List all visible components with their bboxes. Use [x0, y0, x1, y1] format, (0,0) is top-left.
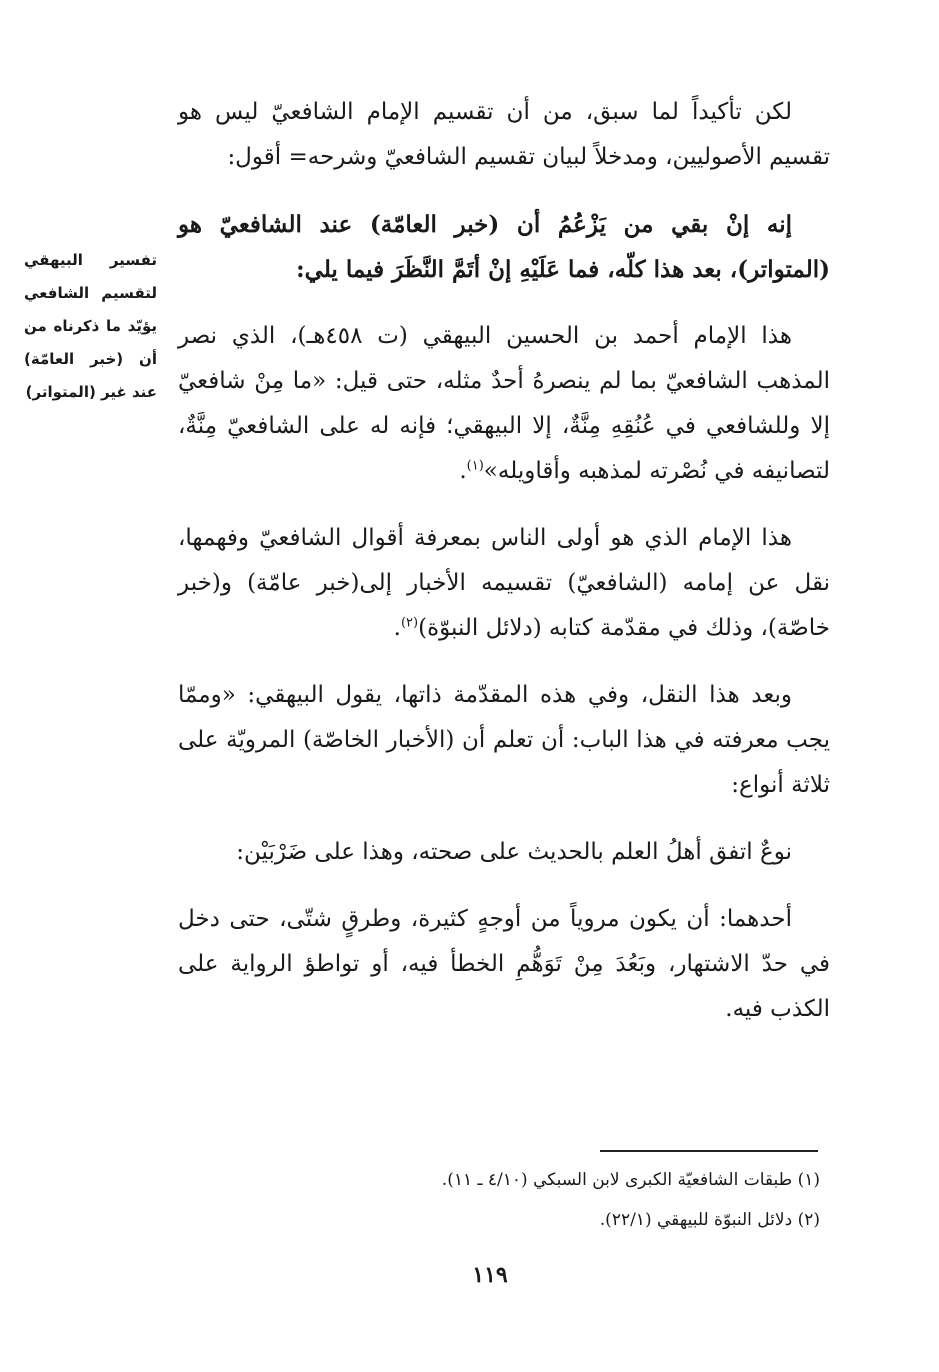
paragraph-imam: هذا الإمام الذي هو أولى الناس بمعرفة أقوال الشافعيّ وفهمها، نقل عن إمامه (الشافعيّ) تقسيمه الأخبار إلى(خبر عامّة) و(خبر خاصّة)، وذلك في مقدّمة كتابه (دلائل النبوّة)$^{(٢)}$.	[178, 525, 830, 641]
paragraph-bayhaqi: هذا الإمام أحمد بن الحسين البيهقي (ت ٤٥٨هـ)، الذي نصر المذهب الشافعيّ بما لم ينصرهُ أحدٌ مثله، حتى قيل: «ما مِنْ شافعيّ إلا وللشافعي في عُنُقِهِ مِنَّةٌ، إلا البيهقي؛ فإنه له على الشافعيّ مِنَّةٌ، لتصانيفه في نُصْرته لمذهبه وأقاويله»$^{(١)}$.	[178, 323, 830, 484]
footnote-1: (١) طبقات الشافعيّة الكبرى لابن السبكي (٤/١٠ ـ ١١).	[441, 1170, 820, 1190]
paragraph-intro: لكن تأكيداً لما سبق، من أن تقسيم الإمام الشافعيّ ليس هو تقسيم الأصوليين، ومدخلاً لبيان تقسيم الشافعيّ وشرحه= أقول:	[178, 99, 830, 170]
footnote-marker-2: (٢)	[400, 615, 419, 631]
footnote-divider	[600, 1150, 818, 1152]
margin-note: تفسير البيهقي لتقسيم الشافعي يؤيّد ما ذكرناه من أن (خبر العامّة) عند غير (المتواتر)	[24, 251, 157, 401]
main-text	[178, 90, 830, 1054]
paragraph-claim: إنه إنْ بقي من يَزْعُمُ أن (خبر العامّة) عند الشافعيّ هو (المتواتر)، بعد هذا كلّه، فما عَلَيْهِ إنْ أتَمَّ النَّظَرَ فيما يلي:	[178, 211, 830, 283]
footnote-2: (٢) دلائل النبوّة للبيهقي (٢٢/١).	[599, 1210, 820, 1230]
footnote-marker-1: (١)	[466, 458, 484, 474]
paragraph-first: أحدهما: أن يكون مروياً من أوجهٍ كثيرة، وطرقٍ شتّى، حتى دخل في حدّ الاشتهار، وبَعُدَ مِنْ تَوَهُّمِ الخطأ فيه، أو تواطؤ الرواية على الكذب فيه.	[178, 906, 830, 1022]
paragraph-imam-text: هذا الإمام الذي هو أولى الناس بمعرفة أقوال الشافعيّ وفهمها، نقل عن إمامه (الشافعيّ) تقسيمه الأخبار إلى(خبر عامّة) و(خبر خاصّة)، وذلك في مقدّمة كتابه (دلائل النبوّة)	[178, 525, 830, 641]
paragraph-type-one: نوعٌ اتفق أهلُ العلم بالحديث على صحته، وهذا على ضَرْبَيْن:	[236, 839, 792, 865]
paragraph-bayhaqi-text: هذا الإمام أحمد بن الحسين البيهقي (ت ٤٥٨هـ)، الذي نصر المذهب الشافعيّ بما لم ينصرهُ أحدٌ مثله، حتى قيل: «ما مِنْ شافعيّ إلا وللشافعي في عُنُقِهِ مِنَّةٌ، إلا البيهقي؛ فإنه له على الشافعيّ مِنَّةٌ، لتصانيفه في نُصْرته لمذهبه وأقاويله»	[178, 323, 830, 484]
footnotes	[180, 1160, 820, 1240]
page-number: ١١٩	[472, 1262, 508, 1288]
paragraph-quote: وبعد هذا النقل، وفي هذه المقدّمة ذاتها، يقول البيهقي: «وممّا يجب معرفته في هذا الباب: أن تعلم أن (الأخبار الخاصّة) المرويّة على ثلاثة أنواع:	[178, 682, 830, 798]
